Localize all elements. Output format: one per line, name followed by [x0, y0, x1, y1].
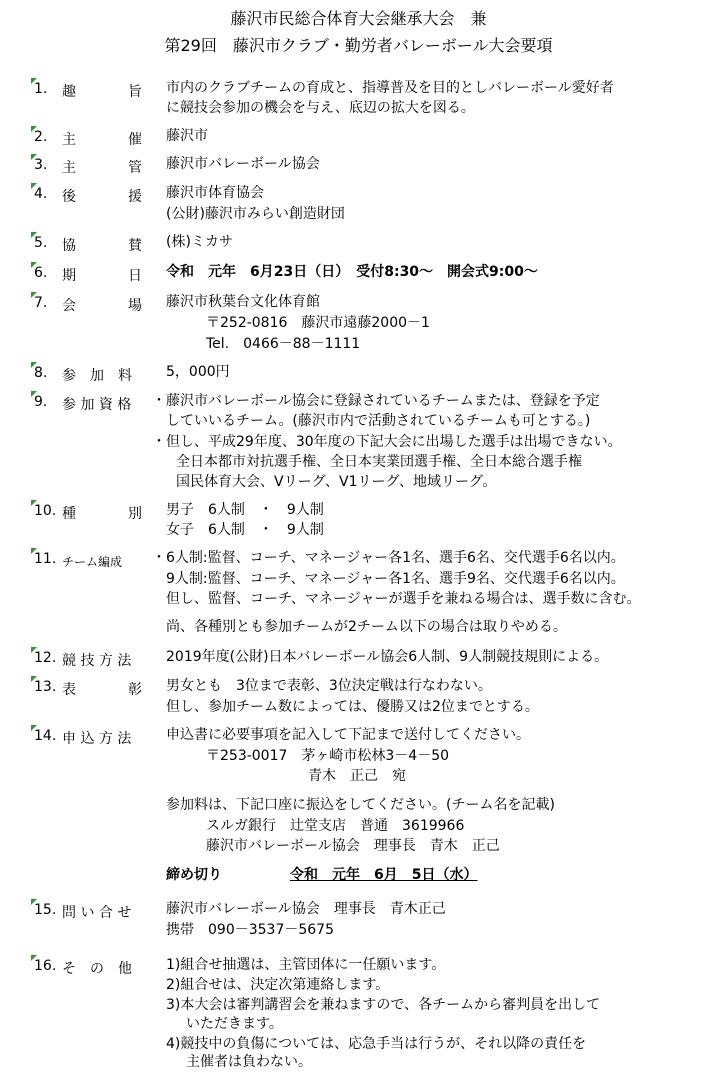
section-label-char: 協 [62, 238, 76, 254]
section-text-line: に競技会参加の機会を与え、底辺の拡大を図る。 [166, 100, 475, 116]
section-text-line: 2)組合せは、決定次第連絡します。 [166, 977, 390, 993]
deadline-date: 令和 元年 6月 5日（水） [290, 867, 478, 883]
section-label-char: 表 [62, 682, 76, 698]
section-number: 5. [34, 235, 48, 251]
section-label-char: 旨 [128, 84, 142, 100]
section-label-char: 場 [128, 298, 142, 314]
bank-account: スルガ銀行 辻堂支店 普通 3619966 [206, 818, 465, 834]
section-number: 12. [34, 650, 57, 666]
section-number: 8. [34, 365, 48, 381]
section-label-char: 趣 [62, 84, 76, 100]
section-number: 9. [34, 394, 48, 410]
section-text-line: 藤沢市 [166, 128, 208, 144]
section-label: 問 い 合 せ [62, 905, 132, 921]
section-label: 参 加 料 [62, 368, 132, 384]
section-label-char: 管 [128, 160, 142, 176]
section-number: 7. [34, 295, 48, 311]
section-text-line: いただきます。 [186, 1016, 283, 1032]
section-number: 3. [34, 157, 48, 173]
section-text-line: 但し、参加チーム数によっては、優勝又は2位までとする。 [166, 699, 539, 715]
document-title-line2: 第29回 藤沢市クラブ・勤労者バレーボール大会要項 [164, 36, 553, 55]
section-number: 13. [34, 679, 57, 695]
section-text-line: 男女とも 3位まで表彰、3位決定戦は行なわない。 [166, 678, 492, 694]
application-recipient: 青木 正己 宛 [308, 768, 406, 784]
section-text-line: 9人制:監督、コーチ、マネージャー各1名、選手9名、交代選手6名以内。 [166, 571, 625, 587]
section-text-line: 全日本都市対抗選手権、全日本実業団選手権、全日本総合選手権 [176, 454, 582, 470]
contact-phone: 携帯 090－3537－5675 [166, 922, 334, 938]
section-number: 6. [34, 265, 48, 281]
section-label-char: 主 [62, 160, 76, 176]
section-label-char: 彰 [128, 682, 142, 698]
section-label-char: 援 [128, 189, 142, 205]
venue-phone: Tel. 0466－88－1111 [206, 336, 361, 352]
section-label-char: 催 [128, 132, 142, 148]
section-label-char: 期 [62, 268, 76, 284]
section-text-line: 国民体育大会、Vリーグ、V1リーグ、地域リーグ。 [176, 474, 497, 490]
section-text-line: ・藤沢市バレーボール協会に登録されているチームまたは、登録を予定 [152, 393, 600, 409]
document-title-line1: 藤沢市民総合体育大会継承大会 兼 [230, 9, 487, 28]
section-label: そ の 他 [62, 961, 132, 977]
section-text-line: (株)ミカサ [166, 234, 233, 250]
section-number: 14. [34, 728, 57, 744]
section-text-line: 申込書に必要事項を記入して下記まで送付してください。 [166, 727, 530, 743]
section-text-line: 参加料は、下記口座に振込をしてください。(チーム名を記載) [166, 797, 555, 813]
section-number: 4. [34, 186, 48, 202]
section-text-line: 2019年度(公財)日本バレーボール協会6人制、9人制競技規則による。 [166, 649, 609, 665]
section-text-line: 3)本大会は審判講習会を兼ねますので、各チームから審判員を出して [166, 997, 601, 1013]
section-text-line: ・6人制:監督、コーチ、マネージャー各1名、選手6名、交代選手6名以内。 [152, 550, 625, 566]
application-address: 〒253-0017 茅ヶ崎市松林3－4－50 [206, 748, 450, 764]
section-number: 16. [34, 958, 57, 974]
event-date-text: 令和 元年 6月23日（日） 受付8:30～ 開会式9:00～ [166, 264, 538, 280]
deadline-label: 締め切り [166, 867, 222, 883]
section-text-line: 藤沢市バレーボール協会 理事長 青木正己 [166, 901, 446, 917]
section-label: 競 技 方 法 [62, 653, 132, 669]
section-text-line: 5，000円 [166, 364, 230, 380]
section-text-line: 市内のクラブチームの育成と、指導普及を目的としバレーボール愛好者 [166, 80, 614, 96]
section-text-line: 藤沢市体育協会 [166, 185, 264, 201]
venue-address: 〒252-0816 藤沢市遠藤2000－1 [206, 315, 430, 331]
section-number: 11. [34, 551, 57, 567]
section-number: 2. [34, 129, 48, 145]
section-text-line: していいるチーム。(藤沢市内で活動されているチームも可とする。) [166, 413, 591, 429]
section-text-line: (公財)藤沢市みらい創造財団 [166, 206, 345, 222]
section-label-char: 日 [128, 268, 142, 284]
section-label-char: 別 [128, 506, 142, 522]
section-label: チーム編成 [62, 555, 123, 569]
section-number: 10. [34, 503, 57, 519]
account-holder: 藤沢市バレーボール協会 理事長 青木 正己 [206, 838, 500, 854]
section-text-line: 尚、各種別とも参加チームが2チーム以下の場合は取りやめる。 [166, 619, 567, 635]
section-text-line: 藤沢市秋葉台文化体育館 [166, 294, 320, 310]
section-label-char: 種 [62, 506, 76, 522]
section-text-line: 主催者は負わない。 [186, 1054, 312, 1070]
section-label-char: 後 [62, 189, 76, 205]
section-label-char: 会 [62, 298, 76, 314]
section-label-char: 主 [62, 132, 76, 148]
section-text-line: 藤沢市バレーボール協会 [166, 156, 320, 172]
section-text-line: 女子 6人制 ・ 9人制 [166, 522, 324, 538]
section-number: 1. [34, 81, 48, 97]
section-text-line: 4)競技中の負傷については、応急手当は行うが、それ以降の責任を [166, 1036, 587, 1052]
section-number: 15. [34, 902, 57, 918]
section-text-line: ・但し、平成29年度、30年度の下記大会に出場した選手は出場できない。 [152, 434, 622, 450]
section-text-line: 男子 6人制 ・ 9人制 [166, 502, 324, 518]
section-label: 参 加 資 格 [62, 397, 132, 413]
section-text-line: 1)組合せ抽選は、主管団体に一任願います。 [166, 957, 446, 973]
section-label-char: 賛 [128, 238, 142, 254]
section-label: 申 込 方 法 [62, 731, 132, 747]
section-text-line: 但し、監督、コーチ、マネージャーが選手を兼ねる場合は、選手数に含む。 [166, 591, 641, 607]
